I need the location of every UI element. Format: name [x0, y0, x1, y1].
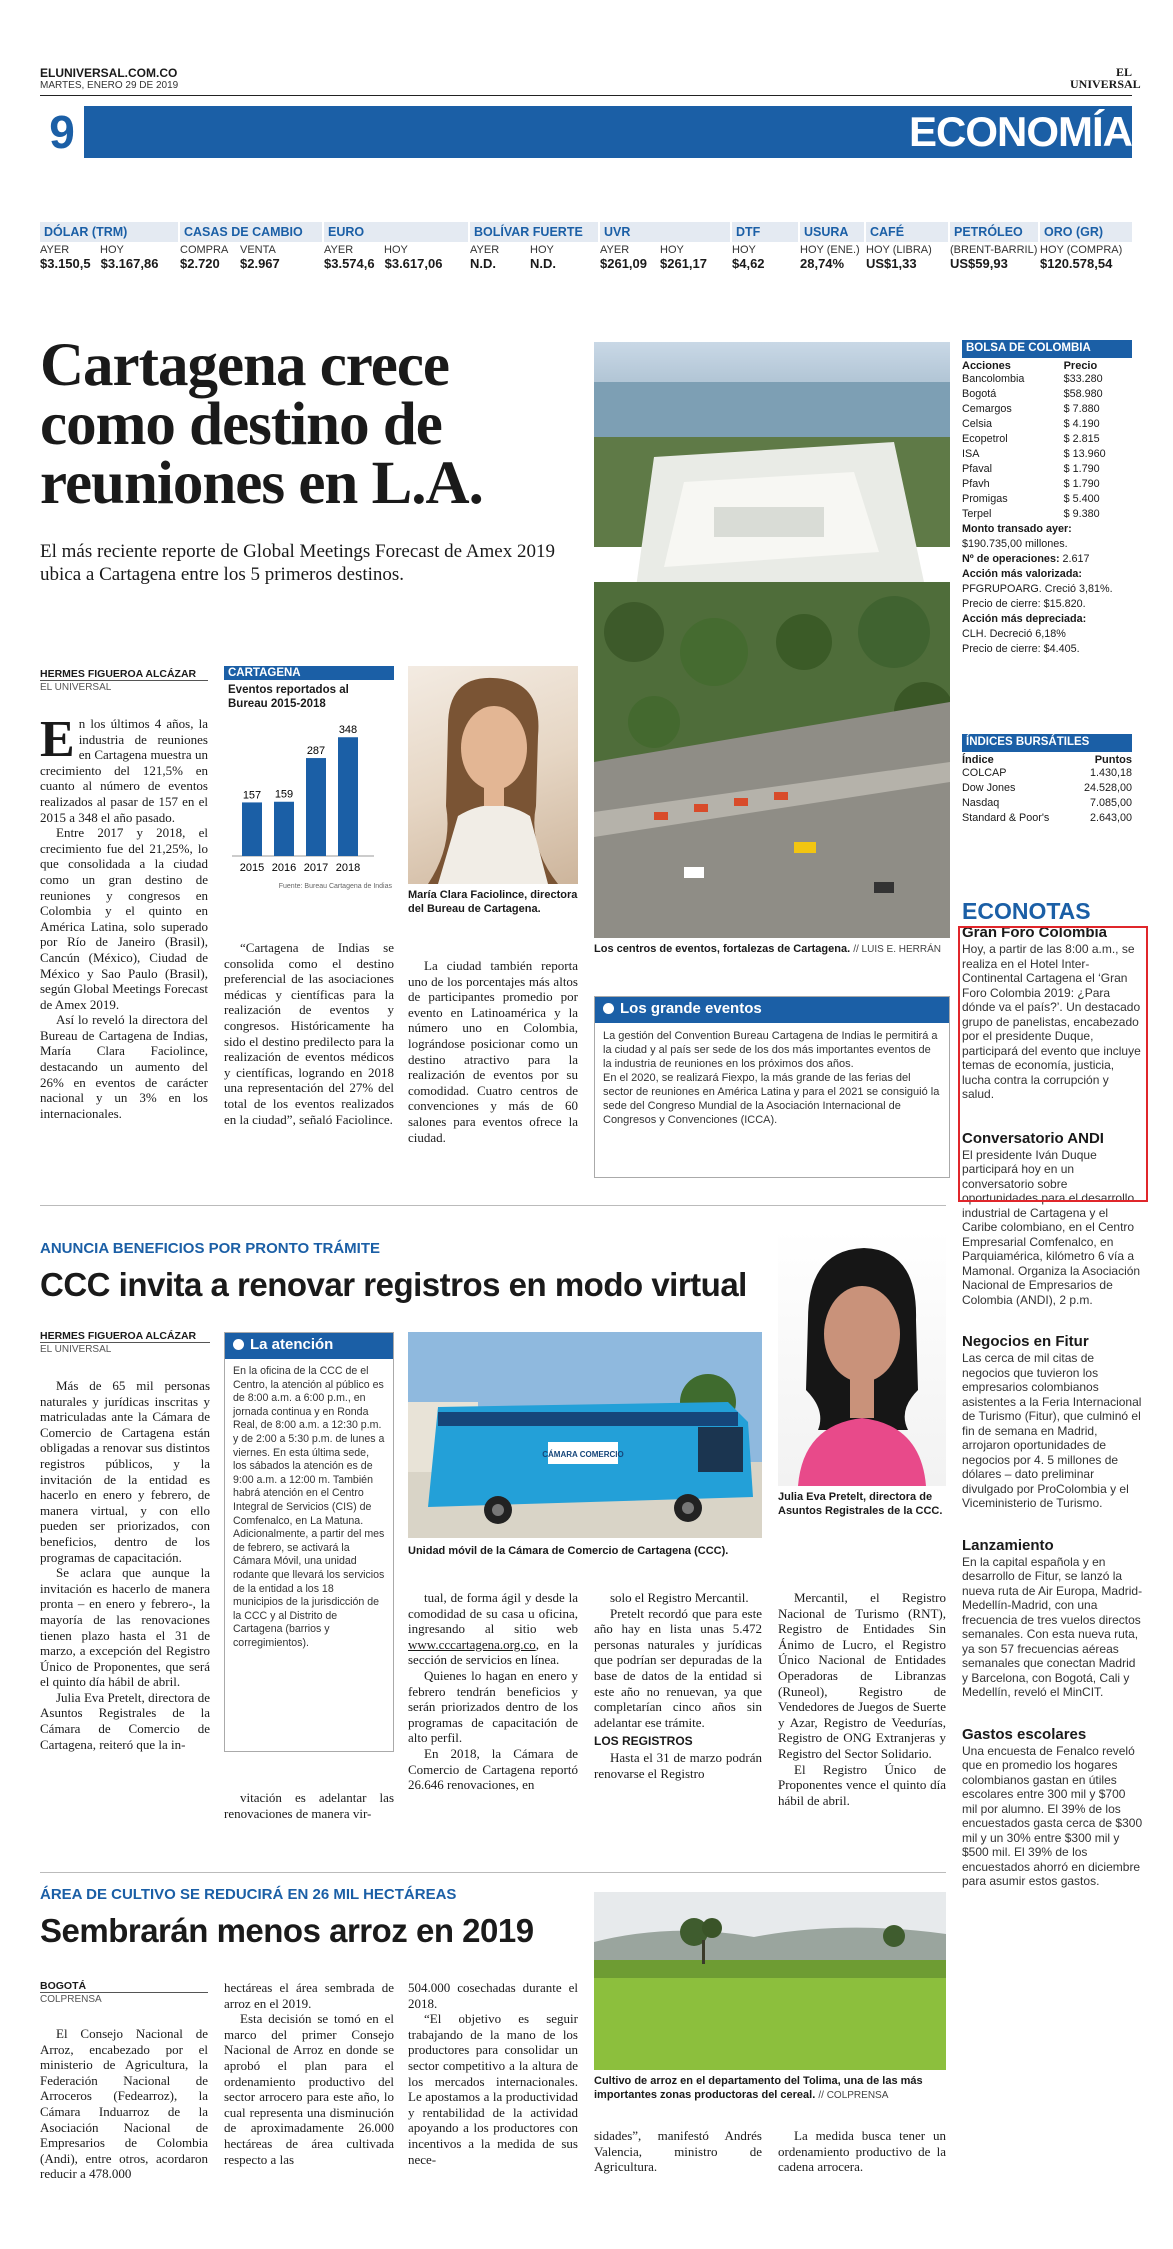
pretelt-portrait	[778, 1230, 946, 1486]
site-url: ELUNIVERSAL.COM.CO	[40, 66, 178, 80]
econota-item	[962, 1537, 1144, 1700]
stock-name: Bogotá	[962, 388, 997, 400]
bolsa-note: CLH. Decreció 6,18%	[962, 628, 1066, 640]
header-divider	[40, 95, 1132, 96]
lead-dek: El más reciente reporte de Global Meetings Forecast de Amex 2019 ubica a Cartagena entre los 5 primeros destinos.	[40, 541, 555, 585]
econota-text: Las cerca de mil citas de negocios que tuvieron los empresarios colombianos asistentes a la Feria Internacional de Turismo (Fitur), que culminó el fin de semana en Madrid, arrojaron oportunidades de negocios por 4. 5 millones de dólares – dato preliminar divulgado por ProColombia y el Viceministerio de Turismo.	[962, 1351, 1142, 1510]
indices-title: ÍNDICES BURSÁTILES	[962, 734, 1132, 752]
lead-column-2: “Cartagena de Indias se consolida como el destino preferencial de las asociaciones médicas y científicas para la realización de eventos y congresos. Históricamente ha sido el destino predilecto para la realización de eventos médicos y científicas, logrando en 2018 una representación del 27% del total de los eventos realizados en la ciudad”, señaló Faciolince.	[224, 940, 394, 1127]
market-dolar: DÓLAR (TRM) AYER HOY $3.150,5 $3.167,86	[40, 222, 178, 271]
index-row	[962, 781, 1132, 796]
convention-photo-caption: Los centros de eventos, fortalezas de Cartagena. // LUIS E. HERRÁN	[594, 943, 942, 955]
stock-name: ISA	[962, 448, 980, 460]
stock-price: $ 1.790	[1063, 478, 1100, 490]
ccc-byline: HERMES FIGUEROA ALCÁZAR EL UNIVERSAL	[40, 1330, 210, 1355]
arroz-column-1: El Consejo Nacional de Arroz, encabezado por el ministerio de Agricultura, la Federación Nacional de Arroceros (Fedearroz), la Cámara Induarroz de la Asociación Nacional de Empresarios de Colombia (Andi), entre otros, acordaron reducir a 478.000	[40, 2026, 208, 2182]
stock-name: Cemargos	[962, 403, 1012, 415]
bus-label: CÁMARA COMERCIO	[542, 1450, 624, 1459]
bolsa-row	[962, 507, 1132, 522]
atencion-title: La atención	[225, 1333, 393, 1359]
index-row	[962, 811, 1132, 826]
index-points: 2.643,00	[1089, 812, 1132, 824]
atencion-text-2: Adicionalmente, a partir del mes de febrero, se activará la Cámara Móvil, una unidad rodante que llevará los servicios de la entidad a los 18 municipios de la jurisdicción de la CCC y al Distrito de Cartagena (barrios y corregimientos).	[233, 1528, 385, 1649]
index-row	[962, 796, 1132, 811]
bullet-icon	[603, 1003, 614, 1014]
arroz-column-3: 504.000 cosechadas durante el 2018. “El objetivo es seguir trabajando de la mano de los productores para consolidar un sector competitivo a la altura de los mercados internacionales. Le apostamos a la productividad y rentabilidad de la actividad apoyando a los productores con incentivos a la medida de sus nece-	[408, 1980, 578, 2167]
bolsa-table: BOLSA DE COLOMBIA Acciones Precio Bancolombia $33.280 Bogotá $58.980 Cemargos $ 7.880 Celsia $ 4.190 Ecopetrol $ 2.815 ISA $ 13.960 Pfaval $ 1.790 Pfavh $ 1.790 Promigas $ 5.400 Terpel $ 9.380 Monto transado ayer: $190.735,00 millones. Nº de operaciones: 2.617 Acción más valorizada: PFGRUPOARG. Creció 3,81%. Precio de cierre: $15.820. Acción más depreciada: CLH. Decreció 6,18% Precio de cierre: $4.405.	[962, 340, 1132, 657]
market-usura: USURA HOY (ENE.) 28,74%	[800, 222, 864, 271]
chart-value-label: 348	[338, 724, 358, 737]
stock-name: Terpel	[962, 508, 992, 520]
bolsa-row	[962, 372, 1132, 387]
grandes-eventos-text-1: La gestión del Convention Bureau Cartagena de Indias le permitirá a la ciudad y al país ser sede de los dos más importantes eventos de la industria de reuniones en los próximos dos años.	[603, 1030, 938, 1070]
atencion-box	[224, 1332, 394, 1752]
bolsa-note: Acción más valorizada:	[962, 568, 1083, 580]
chart-category-label: 2015	[239, 862, 265, 874]
stock-price: $ 9.380	[1063, 508, 1100, 520]
econota-title: Conversatorio ANDI	[962, 1129, 1104, 1147]
stock-price: $ 7.880	[1063, 403, 1100, 415]
ccc-kicker: ANUNCIA BENEFICIOS POR PRONTO TRÁMITE	[40, 1240, 381, 1257]
stock-price: $58.980	[1063, 388, 1103, 400]
bolsa-title: BOLSA DE COLOMBIA	[962, 340, 1132, 358]
ccc-column-3: tual, de forma ágil y desde la comodidad de su casa u oficina, ingresando al sitio web www.cccartagena.org.co, en la sección de servicios en línea. Quienes lo hagan en enero y febrero tendrán beneficios y serán priorizados dentro de los programas de capacitación de alto perfil. En 2018, la Cámara de Comercio de Cartagena reportó 26.646 renovaciones, en	[408, 1590, 578, 1793]
econota-text: El presidente Iván Duque participará hoy en un conversatorio sobre oportunidades para el desarrollo industrial de Cartagena y el Caribe colombiano, en el Centro Empresarial Comfenalco, en Parquiamérica, kilómetro 6 vía a Mamonal. Organiza la Asociación Nacional de Empresarios de Colombia (ANDI), 2 p.m.	[962, 1147, 1141, 1307]
bolsa-row	[962, 417, 1132, 432]
camara-movil-photo	[408, 1332, 762, 1538]
arroz-byline: BOGOTÁ COLPRENSA	[40, 1980, 208, 2005]
index-name: Nasdaq	[962, 797, 1000, 809]
grandes-eventos-text-2: En el 2020, se realizará Fiexpo, la más grande de las ferias del sector de reuniones en América Latina y para el 2021 se consiguió la sede del Congreso Mundial de la Asociación Internacional de Congresos y Convenciones (ICCA).	[603, 1072, 940, 1126]
index-name: Standard & Poor's	[962, 812, 1050, 824]
stock-price: $ 2.815	[1063, 433, 1100, 445]
bolsa-note: Monto transado ayer: $190.735,00 millones.	[962, 523, 1072, 550]
bolsa-row	[962, 387, 1132, 402]
ccc-headline: CCC invita a renovar registros en modo virtual	[40, 1266, 747, 1303]
market-euro: EURO AYER HOY $3.574,6 $3.617,06	[324, 222, 468, 271]
econota-item	[962, 1333, 1144, 1511]
econota-title: Gastos escolares	[962, 1725, 1087, 1743]
grandes-eventos-box	[594, 996, 950, 1178]
events-chart	[224, 666, 394, 902]
chart-source: Fuente: Bureau Cartagena de Indias	[278, 883, 392, 890]
stock-price: $ 4.190	[1063, 418, 1100, 430]
chart-bar	[306, 758, 326, 856]
chart-value-label: 287	[306, 745, 326, 758]
market-uvr: UVR AYER HOY $261,09 $261,17	[600, 222, 730, 271]
arroz-headline: Sembrarán menos arroz en 2019	[40, 1912, 534, 1949]
section-divider	[40, 1205, 946, 1206]
grandes-eventos-title: Los grande eventos	[595, 997, 949, 1023]
bullet-icon	[233, 1339, 244, 1350]
stock-price: $ 5.400	[1063, 493, 1100, 505]
page-number: 9	[40, 104, 84, 160]
stock-price: $ 1.790	[1063, 463, 1100, 475]
lead-headline: Cartagena crece como destino de reuniones en L.A.	[40, 332, 483, 517]
indices-table: ÍNDICES BURSÁTILES Índice Puntos COLCAP 1.430,18 Dow Jones 24.528,00 Nasdaq 7.085,00 Standard & Poor's 2.643,00	[962, 736, 1132, 824]
ccc-column-1: Más de 65 mil personas naturales y jurídicas inscritas y matriculadas ante la Cámara de Comercio de Cartagena están obligadas a renovar sus distintos registros públicos, y la invitación de la entidad es hacerlo en enero y febrero, de manera virtual, y con ello pueden ser priorizados, con beneficios, dentro de los programas de capacitación. Se aclara que aunque la invitación es hacerlo de manera pronta – en enero y febrero-, la mayoría de las renovaciones tienen plazo hasta el 31 de marzo, a excepción del Registro Único de Proponentes, que será el quinto día hábil de abril. Julia Eva Pretelt, directora de Asuntos Registrales de la Cámara de Comercio de Cartagena, reiteró que la in-	[40, 1378, 210, 1752]
arroz-column-4: sidades”, manifestó Andrés Valencia, ministro de Agricultura.	[594, 2128, 762, 2175]
stock-price: $ 13.960	[1063, 448, 1106, 460]
market-dtf: DTF HOY $4,62	[732, 222, 798, 271]
chart-category-label: 2016	[271, 862, 297, 874]
arroz-column-2: hectáreas el área sembrada de arroz en el 2019. Esta decisión se tomó en el marco del primer Consejo Nacional de Arroz en donde se aprobó el plan para el ordenamiento productivo del sector arrocero para este año, lo cual representa una disminución de aproximadamente 26.000 hectáreas de área cultivada respecto a las	[224, 1980, 394, 2167]
issue-date: MARTES, ENERO 29 DE 2019	[40, 80, 179, 91]
bolsa-row	[962, 492, 1132, 507]
faciolince-portrait	[408, 666, 578, 884]
chart-kicker: CARTAGENA	[224, 666, 394, 680]
stock-price: $33.280	[1063, 373, 1103, 385]
market-bolivar: BOLÍVAR FUERTE AYER HOY N.D. N.D.	[470, 222, 598, 271]
ccc-column-2: vitación es adelantar las renovaciones de manera vir-	[224, 1790, 394, 1821]
pretelt-caption: Julia Eva Pretelt, directora de Asuntos Registrales de la CCC.	[778, 1491, 943, 1517]
bolsa-row	[962, 402, 1132, 417]
arroz-kicker: ÁREA DE CULTIVO SE REDUCIRÁ EN 26 MIL HECTÁREAS	[40, 1886, 457, 1903]
stock-name: Ecopetrol	[962, 433, 1008, 445]
ccc-column-5: Mercantil, el Registro Nacional de Turismo (RNT), Registro de Entidades Sin Ánimo de Lucro, el Registro Único Nacional de Entidades Operadoras de Libranzas (Runeol), Registro de Vendedores de Juegos de Suerte y Azar, Registro de Veedurías, Registro de ONG Extranjeras y Registro del Sector Solidario. El Registro Único de Proponentes vence el quinto día hábil de abril.	[778, 1590, 946, 1808]
bolsa-note: Nº de operaciones: 2.617	[962, 553, 1090, 565]
market-casas-cambio: CASAS DE CAMBIO COMPRA VENTA $2.720 $2.967	[180, 222, 322, 271]
index-name: Dow Jones	[962, 782, 1016, 794]
index-points: 7.085,00	[1089, 797, 1132, 809]
chart-category-label: 2017	[303, 862, 329, 874]
index-points: 1.430,18	[1089, 767, 1132, 779]
lead-byline: HERMES FIGUEROA ALCÁZAR EL UNIVERSAL	[40, 668, 208, 693]
stock-name: Promigas	[962, 493, 1008, 505]
atencion-text-1: En la oficina de la CCC de el Centro, la atención al público es de 8:00 a.m. a 6:00 p.m., en jornada continua y en Ronda Real, de 8:00 a.m. a 12:30 p.m. y de 2:00 a 5:30 p.m. de lunes a viernes. En esta última sede, los sábados la atención es de 9:00 a.m. a 12:00 m. También habrá atención en el Centro Integral de Servicios (CIS) de Comfenalco, en La Matuna.	[233, 1365, 385, 1527]
econota-item	[962, 1726, 1144, 1889]
econota-text: Hoy, a partir de las 8:00 a.m., se realiza en el Hotel Inter-Continental Cartagena el ‘Gran Foro Colombia 2019: ¿Para dónde va el país?’. Un destacado grupo de panelistas, encabezado por el presidente Duque, participará del evento que incluye temas de economía, justicia, lucha contra la corrupción y salud.	[962, 942, 1141, 1101]
chart-value-label: 157	[242, 789, 262, 802]
chart-value-label: 159	[274, 788, 294, 801]
chart-bar	[274, 802, 294, 856]
stock-name: Celsia	[962, 418, 993, 430]
bolsa-note: Precio de cierre: $4.405.	[962, 643, 1080, 655]
lead-column-1: En los últimos 4 años, la industria de reuniones en Cartagena muestra un crecimiento del 121,5% en cuanto al número de eventos realizados al pasar de 157 en el 2015 a 348 el año pasado. Entre 2017 y 2018, el crecimiento fue del 21,25%, lo que consolidada a la ciudad como un gran destino de reuniones y congresos en Colombia y el quinto en América Latina, solo superado por Río de Janeiro (Brasil), Cancún (México), Ciudad de México y Sao Paulo (Brasil), según Global Meetings Forecast de Amex 2019. Así lo reveló la directora del Bureau de Cartagena de Indias, María Clara Faciolince, destacando un aumento del 26% en eventos de carácter nacional y un 3% en los internacionales.	[40, 711, 208, 1121]
bolsa-note: Precio de cierre: $15.820.	[962, 598, 1086, 610]
index-row	[962, 766, 1132, 781]
econota-title: Lanzamiento	[962, 1536, 1054, 1554]
market-oro: ORO (GR) HOY (COMPRA) $120.578,54	[1040, 222, 1132, 271]
chart-plot	[224, 706, 394, 896]
econota-title: Negocios en Fitur	[962, 1333, 1089, 1350]
bolsa-row	[962, 432, 1132, 447]
bolsa-row	[962, 462, 1132, 477]
lead-column-3: La ciudad también reporta uno de los porcentajes más altos de participantes promedio por evento en Latinoamérica y la número uno en Colombia, lográndose posicionar como un destino atractivo para la realización de eventos por su comodidad. Cuatro centros de convenciones y más de 60 salones para eventos ofrece la ciudad.	[408, 958, 578, 1145]
index-name: COLCAP	[962, 767, 1007, 779]
econota-title: Gran Foro Colombia	[962, 924, 1108, 941]
chart-bar	[338, 737, 358, 856]
market-petroleo: PETRÓLEO (BRENT-BARRIL) US$59,93	[950, 222, 1038, 271]
econota-text: Una encuesta de Fenalco reveló que en promedio los hogares colombianos gastan en útiles escolares entre 300 mil y $700 mil por alumno. El 39% de los encuestados gasta cerca de $300 mil y un 30% entre $300 mil y $500 mil. El 39% de los encuestados ahorró en diciembre para asumir estos gastos.	[962, 1743, 1143, 1888]
arroz-column-5: La medida busca tener un ordenamiento productivo de la cadena arrocera.	[778, 2128, 946, 2175]
faciolince-caption: María Clara Faciolince, directora del Bureau de Cartagena.	[408, 889, 578, 915]
section-title: ECONOMÍA	[909, 108, 1132, 155]
chart-title: Eventos reportados al Bureau 2015-2018	[228, 684, 349, 710]
rice-photo-caption: Cultivo de arroz en el departamento del Tolima, una de las más importantes zonas productoras del cereal. // COLPRENSA	[594, 2075, 923, 2101]
highlight-box	[958, 926, 1148, 1202]
stock-name: Bancolombia	[962, 373, 1025, 385]
ccc-website-link[interactable]: www.cccartagena.org.co	[408, 1636, 536, 1652]
convention-center-photo	[594, 342, 950, 938]
bolsa-row	[962, 447, 1132, 462]
stock-name: Pfaval	[962, 463, 993, 475]
newspaper-logo: EL UNIVERSAL	[1070, 65, 1141, 91]
econota-text: En la capital española y en desarrollo de Fitur, se lanzó la nueva ruta de Air Europa, Madrid-Medellín-Madrid, con una frecuencia de tres vuelos directos semanales. Con esta nueva ruta, ya son 57 frecuencias aéreas semanales que conectan Madrid y Barcelona, con Bogotá, Cali y Medellín, reveló el MinCIT.	[962, 1554, 1143, 1699]
stock-name: Pfavh	[962, 478, 990, 490]
market-cafe: CAFÉ HOY (LIBRA) US$1,33	[866, 222, 948, 271]
bolsa-note: PFGRUPOARG. Creció 3,81%.	[962, 583, 1113, 595]
bolsa-note: Acción más depreciada:	[962, 613, 1087, 625]
index-points: 24.528,00	[1083, 782, 1132, 794]
bolsa-row	[962, 477, 1132, 492]
econotas-title: ECONOTAS	[962, 898, 1091, 924]
section-divider-2	[40, 1872, 946, 1873]
chart-category-label: 2018	[335, 862, 361, 874]
rice-field-photo	[594, 1892, 946, 2070]
camara-movil-caption: Unidad móvil de la Cámara de Comercio de Cartagena (CCC).	[408, 1545, 729, 1557]
chart-bar	[242, 802, 262, 856]
ccc-column-4: solo el Registro Mercantil. Pretelt recordó que para este año hay en lista unas 5.472 personas naturales y jurídicas que podrían ser depuradas de la base de datos de la entidad si este año no renuevan, ya que completarían cinco años sin adelantar ese trámite. LOS REGISTROS Hasta el 31 de marzo podrán renovarse el Registro	[594, 1590, 762, 1781]
